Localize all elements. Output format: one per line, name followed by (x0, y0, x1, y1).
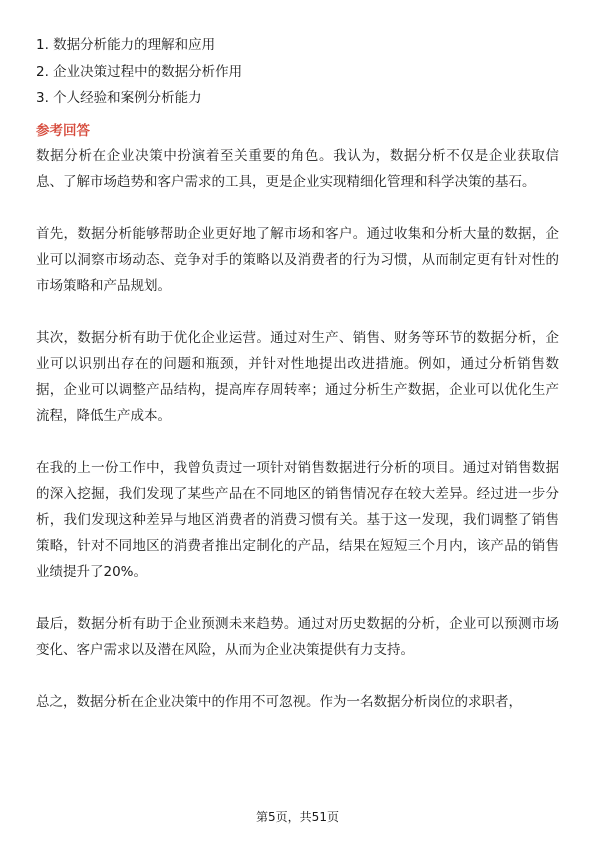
paragraph-intro: 数据分析在企业决策中扮演着至关重要的角色。我认为，数据分析不仅是企业获取信息、了解市场趋势和客户需求的工具，更是企业实现精细化管理和科学决策的基石。 (36, 148, 559, 190)
paragraph-summary: 总之，数据分析在企业决策中的作用不可忽视。作为一名数据分析岗位的求职者， (36, 694, 522, 710)
answer-body (36, 143, 559, 741)
paragraph-last: 最后，数据分析有助于企业预测未来趋势。通过对历史数据的分析，企业可以预测市场变化、客户需求以及潜在风险，从而为企业决策提供有力支持。 (36, 616, 559, 658)
paragraph-first: 首先，数据分析能够帮助企业更好地了解市场和客户。通过收集和分析大量的数据，企业可以洞察市场动态、竞争对手的策略以及消费者的行为习惯，从而制定更有针对性的市场策略和产品规划。 (36, 226, 559, 294)
question-list (36, 32, 566, 112)
answer-heading: 参考回答 (36, 123, 90, 139)
question-item: 1. 数据分析能力的理解和应用 (36, 37, 216, 53)
page-number-footer: 第5页，共51页 (256, 810, 339, 824)
paragraph-experience: 在我的上一份工作中，我曾负责过一项针对销售数据进行分析的项目。通过对销售数据的深入挖掘，我们发现了某些产品在不同地区的销售情况存在较大差异。经过进一步分析，我们发现这种差异与地区消费者的消费习惯有关。基于这一发现，我们调整了销售策略，针对不同地区的消费者推出定制化的产品，结果在短短三个月内，该产品的销售业绩提升了20%。 (36, 460, 559, 580)
paragraph-second: 其次，数据分析有助于优化企业运营。通过对生产、销售、财务等环节的数据分析，企业可以识别出存在的问题和瓶颈，并针对性地提出改进措施。例如，通过分析销售数据，企业可以调整产品结构，提高库存周转率；通过分析生产数据，企业可以优化生产流程，降低生产成本。 (36, 330, 559, 424)
question-item: 2. 企业决策过程中的数据分析作用 (36, 63, 243, 80)
question-item: 3. 个人经验和案例分析能力 (36, 90, 202, 106)
